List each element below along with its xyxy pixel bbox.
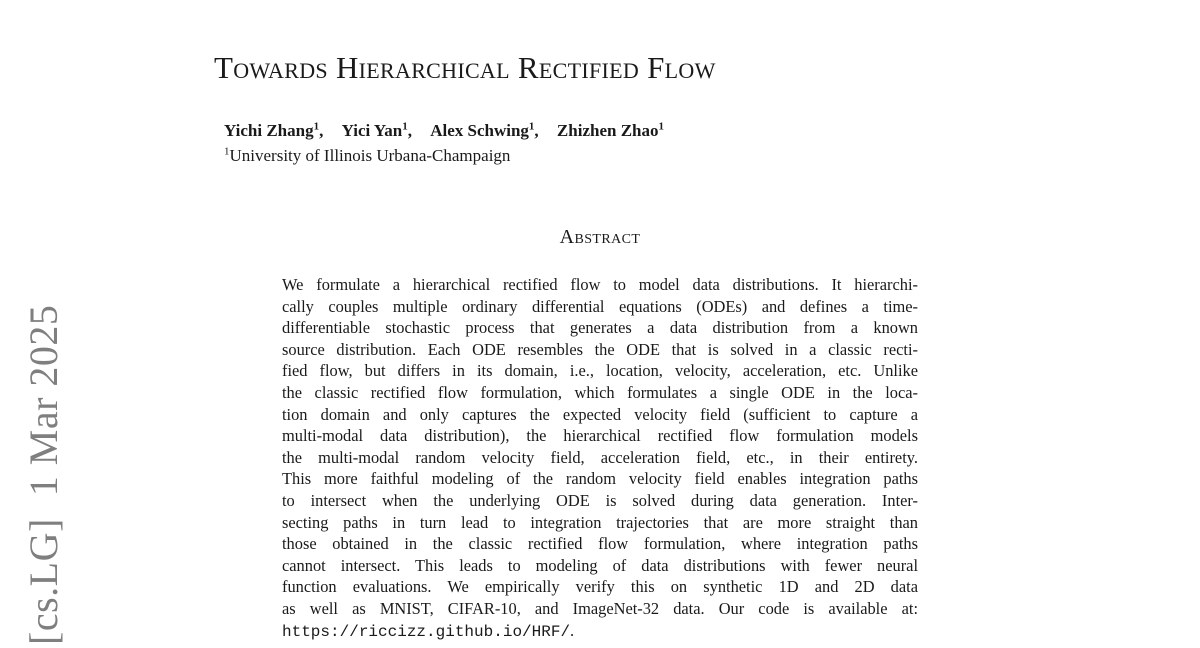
abstract-line: to intersect when the underlying ODE is solved during data generation. Inter-: [282, 490, 918, 510]
abstract-line: source distribution. Each ODE resembles the ODE that is solved in a classic recti-: [282, 339, 918, 359]
abstract-line: multi-modal data distribution), the hierarchical rectified flow formulation models: [282, 426, 918, 446]
affiliation-mark: 1: [224, 145, 230, 158]
author: [430, 120, 538, 142]
abstract-body: [282, 274, 918, 643]
arxiv-category: [cs.LG]: [21, 518, 66, 645]
abstract-line: fied flow, but differs in its domain, i.e., location, velocity, acceleration, etc. Unlike: [282, 361, 918, 381]
abstract-line: tion domain and only captures the expected velocity field (sufficient to capture a: [282, 404, 918, 424]
paper-title: Towards Hierarchical Rectified Flow: [214, 50, 716, 85]
abstract-line: the multi-modal random velocity field, acceleration field, etc., in their entirety.: [282, 447, 918, 467]
abstract-line: those obtained in the classic rectified flow formulation, where integration paths: [282, 534, 918, 554]
affiliation-mark: 1: [528, 120, 535, 133]
abstract-line: as well as MNIST, CIFAR-10, and ImageNet-32 data. Our code is available at:: [282, 598, 918, 618]
affiliation-mark: 1: [313, 120, 320, 133]
abstract-line: cally couples multiple ordinary differential equations (ODEs) and defines a time-: [282, 296, 918, 316]
author: [342, 120, 412, 142]
arxiv-stamp: [22, 305, 66, 645]
affiliation-mark: 1: [658, 120, 664, 133]
author-separator: ,: [407, 121, 412, 140]
author: [557, 120, 664, 142]
arxiv-date: 1 Mar 2025: [21, 304, 66, 497]
author-name: Yichi Zhang: [224, 121, 314, 140]
abstract-line: secting paths in turn lead to integration trajectories that are more straight than: [282, 512, 918, 532]
affiliation-name: University of Illinois Urbana-Champaign: [229, 146, 511, 165]
affiliation: [224, 145, 510, 167]
abstract-heading: Abstract: [559, 226, 641, 248]
author: [224, 120, 323, 142]
author-name: Yici Yan: [341, 121, 403, 140]
abstract-line: the classic rectified flow formulation, which formulates a single ODE in the loca-: [282, 382, 918, 402]
abstract-line: function evaluations. We empirically verify this on synthetic 1D and 2D data: [282, 577, 918, 597]
author-separator: ,: [534, 121, 539, 140]
abstract-line: cannot intersect. This leads to modeling of data distributions with fewer neural: [282, 555, 918, 575]
code-url-trailing: .: [570, 620, 575, 640]
abstract-line: This more faithful modeling of the random velocity field enables integration paths: [282, 469, 918, 489]
author-separator: ,: [319, 121, 324, 140]
code-url-link[interactable]: https://riccizz.github.io/HRF/: [282, 622, 571, 641]
abstract-line: We formulate a hierarchical rectified flow to model data distributions. It hierarchi-: [282, 275, 918, 294]
abstract-line: [282, 620, 918, 644]
author-list: [224, 120, 678, 142]
affiliation-mark: 1: [402, 120, 408, 133]
author-name: Zhizhen Zhao: [556, 121, 659, 140]
author-name: Alex Schwing: [430, 121, 529, 140]
abstract-line: differentiable stochastic process that generates a data distribution from a known: [282, 318, 918, 338]
